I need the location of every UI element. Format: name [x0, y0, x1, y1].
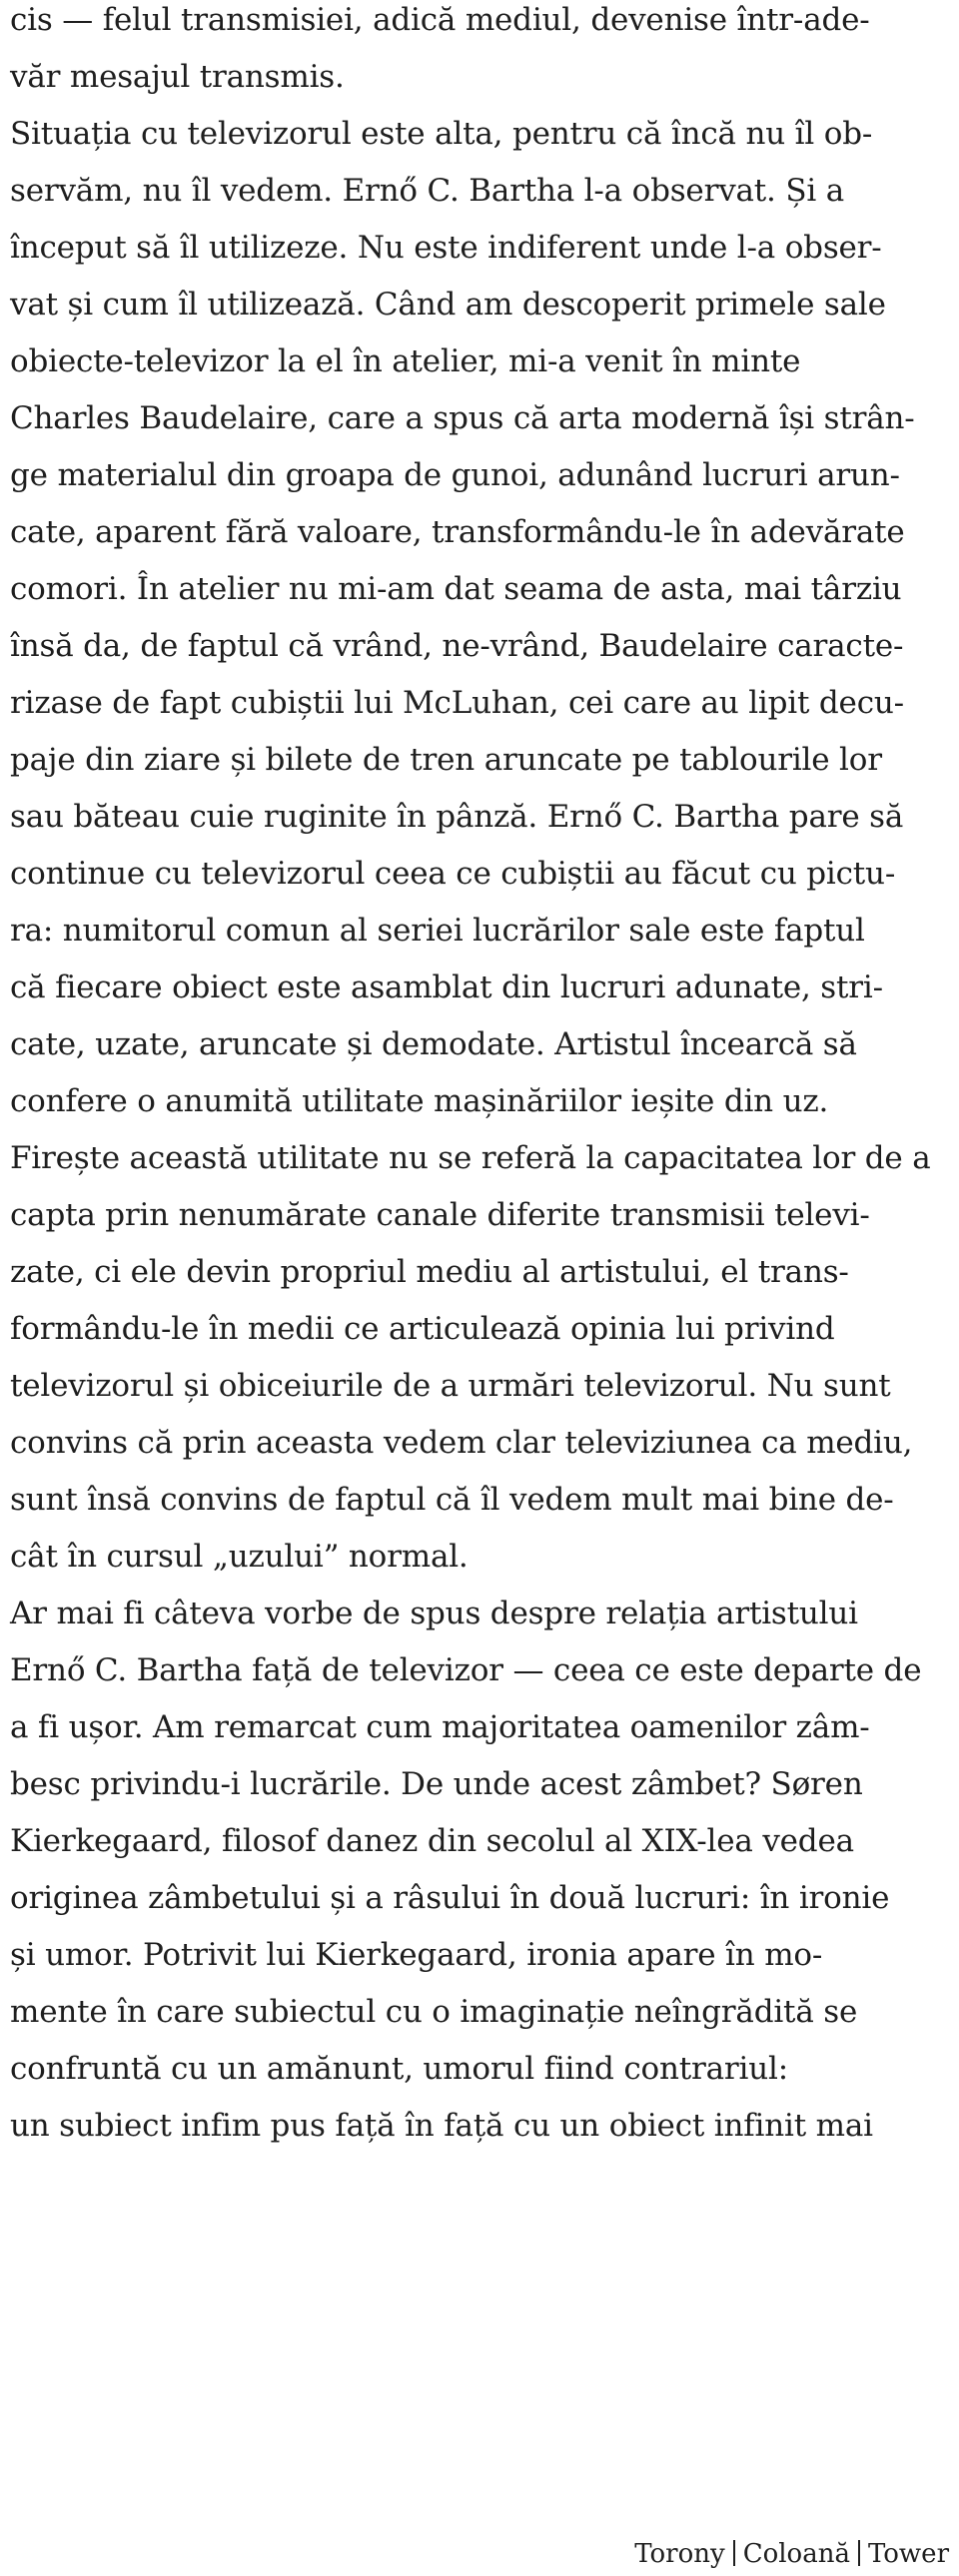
text-line: originea zâmbetului și a râsului în două lucruri: în ironie: [10, 1880, 890, 1916]
footer-item-tower: Tower: [867, 2539, 949, 2569]
text-line: însă da, de faptul că vrând, ne-vrând, Baudelaire caracte-: [10, 628, 904, 664]
text-line: Situația cu televizorul este alta, pentru că încă nu îl ob-: [10, 116, 873, 152]
text-line: Charles Baudelaire, care a spus că arta modernă își strân-: [10, 400, 915, 436]
text-line: confruntă cu un amănunt, umorul fiind contrariul:: [10, 2051, 788, 2087]
text-line: un subiect infim pus față în față cu un obiect infinit mai: [10, 2108, 873, 2144]
text-line: cate, aparent fără valoare, transformându-le în adevărate: [10, 514, 905, 550]
text-line: zate, ci ele devin propriul mediu al artistului, el trans-: [10, 1254, 849, 1290]
text-line: a fi ușor. Am remarcat cum majoritatea oamenilor zâm-: [10, 1709, 870, 1745]
text-line: servăm, nu îl vedem. Ernő C. Bartha l-a observat. Și a: [10, 173, 845, 209]
text-line: convins că prin aceasta vedem clar televiziunea ca mediu,: [10, 1425, 913, 1461]
text-line: capta prin nenumărate canale diferite transmisii televi-: [10, 1197, 870, 1233]
text-line: paje din ziare și bilete de tren aruncate pe tablourile lor: [10, 742, 882, 778]
footer-item-coloana: Coloană: [742, 2539, 850, 2569]
text-line: rizase de fapt cubiștii lui McLuhan, cei care au lipit decu-: [10, 685, 904, 721]
text-line: Ar mai fi câteva vorbe de spus despre relația artistului: [10, 1596, 858, 1631]
text-line: confere o anumită utilitate mașinăriilor ieșite din uz.: [10, 1083, 829, 1119]
text-line: ra: numitorul comun al seriei lucrărilor sale este faptul: [10, 913, 865, 949]
text-line: Firește această utilitate nu se referă la capacitatea lor de a: [10, 1140, 931, 1176]
text-line: că fiecare obiect este asamblat din lucruri adunate, stri-: [10, 969, 883, 1005]
text-line: comori. În atelier nu mi-am dat seama de asta, mai târziu: [10, 571, 902, 607]
footer-separator: [733, 2540, 735, 2566]
text-line: văr mesajul transmis.: [10, 59, 345, 95]
text-line: obiecte-televizor la el în atelier, mi-a venit în minte: [10, 343, 801, 379]
text-line: cate, uzate, aruncate și demodate. Artistul încearcă să: [10, 1026, 857, 1062]
text-line: vat și cum îl utilizează. Când am descoperit primele sale: [10, 287, 886, 322]
text-line: și umor. Potrivit lui Kierkegaard, ironia apare în mo-: [10, 1937, 823, 1973]
text-line: început să îl utilizeze. Nu este indiferent unde l-a obser-: [10, 230, 882, 266]
text-line: Ernő C. Bartha față de televizor — ceea ce este departe de: [10, 1652, 922, 1688]
text-line: sau băteau cuie ruginite în pânză. Ernő C. Bartha pare să: [10, 799, 904, 835]
footer-separator: [858, 2540, 860, 2566]
text-line: Kierkegaard, filosof danez din secolul al XIX-lea vedea: [10, 1823, 854, 1859]
text-line: besc privindu-i lucrările. De unde acest zâmbet? Søren: [10, 1766, 863, 1802]
text-line: sunt însă convins de faptul că îl vedem mult mai bine de-: [10, 1482, 894, 1518]
text-line: ge materialul din groapa de gunoi, adunând lucruri arun-: [10, 457, 900, 493]
running-footer: [634, 2538, 949, 2570]
text-line: televizorul și obiceiurile de a urmări televizorul. Nu sunt: [10, 1368, 891, 1404]
footer-item-torony: Torony: [634, 2539, 725, 2569]
text-line: mente în care subiectul cu o imaginație neîngrădită se: [10, 1994, 858, 2030]
text-line: cis — felul transmisiei, adică mediul, devenise într-ade-: [10, 2, 870, 38]
text-line: formându-le în medii ce articulează opinia lui privind: [10, 1311, 835, 1347]
text-line: cât în cursul „uzului” normal.: [10, 1539, 469, 1575]
text-line: continue cu televizorul ceea ce cubiștii au făcut cu pictu-: [10, 856, 896, 892]
